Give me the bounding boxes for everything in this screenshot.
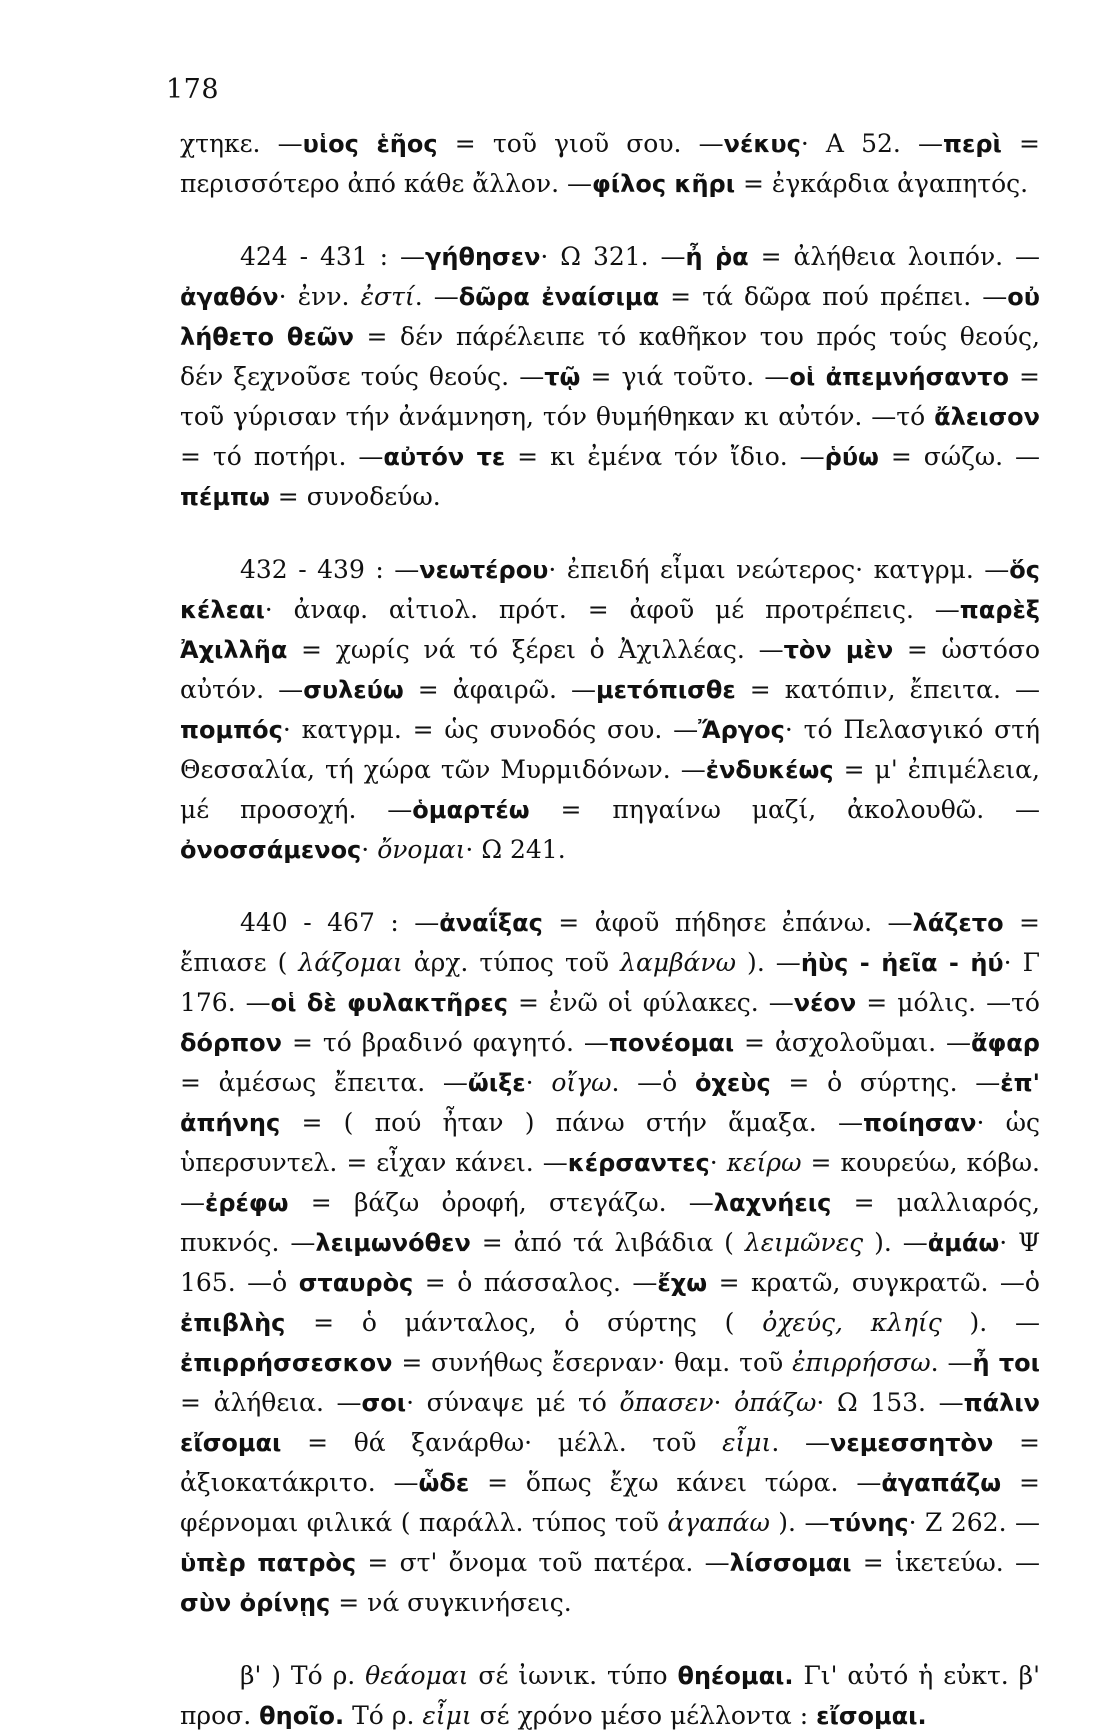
gloss-text: 424 - 431 : —	[240, 242, 426, 271]
lemma: λειμωνόθεν	[315, 1229, 471, 1257]
gloss-text: = θά ξανάρθω· μέλλ. τοῦ	[281, 1428, 723, 1457]
gloss-text: · Α 52. —	[800, 129, 944, 158]
italic-term: ἐπιρρήσσω	[792, 1348, 931, 1377]
gloss-text: = χωρίς νά τό ξέρει ὁ Ἀχιλλέας. —	[287, 635, 784, 664]
lemma: ἄλεισον	[934, 403, 1040, 431]
lemma: ὀχεὺς	[694, 1069, 771, 1097]
lemma: τῷ	[544, 363, 581, 391]
lemma: ἄφαρ	[971, 1029, 1040, 1057]
gloss-text: · Ζ 262. —	[908, 1508, 1040, 1537]
lemma: ὤιξε	[467, 1069, 526, 1097]
gloss-text: · ἀναφ. αἰτιολ. πρότ. = ἀφοῦ μέ προτρέπεις. —	[264, 595, 960, 624]
lemma: πονέομαι	[608, 1029, 735, 1057]
gloss-text: = ὅπως ἔχω κάνει τώρα. —	[469, 1468, 882, 1497]
gloss-text: · Ψ 165. —ὁ	[180, 1228, 1040, 1297]
lemma: Ἄργος	[698, 716, 785, 744]
gloss-text: β' ) Τό ρ.	[240, 1661, 366, 1690]
gloss-text: = σώζω. —	[878, 442, 1041, 471]
commentary-text	[180, 124, 1040, 1736]
gloss-text: = κατόπιν, ἔπειτα. —	[735, 675, 1040, 704]
italic-term: ἀγαπάω	[667, 1508, 770, 1537]
lemma: λαχνήεις	[713, 1189, 832, 1217]
italic-term: ἐστί	[360, 282, 415, 311]
paragraph	[180, 237, 1040, 517]
lemma: ὁμαρτέω	[412, 796, 530, 824]
gloss-text: = μ' ἐπιμέλεια, μέ προσοχή. —	[180, 755, 1040, 824]
lemma: γήθησεν	[425, 243, 541, 271]
lemma: ἐρέφω	[205, 1189, 289, 1217]
lemma: ἠὺς - ἠεῖα - ἠύ	[800, 949, 1004, 977]
lemma: ὀνοσσάμενος	[180, 836, 362, 864]
italic-term: θεάομαι	[365, 1661, 469, 1690]
gloss-text: = ( πού ἦταν ) πάνω στήν ἅμαξα. —	[280, 1108, 863, 1137]
gloss-text: = τό ποτήρι. —	[180, 442, 384, 471]
gloss-text: = πηγαίνω μαζί, ἀκολουθῶ. —	[529, 795, 1040, 824]
lemma: ἐπ' ἀπήνης	[180, 1069, 1040, 1137]
italic-term: κείρω	[726, 1148, 802, 1177]
lemma: οἱ δὲ φυλακτῆρες	[270, 989, 509, 1017]
lemma: μετόπισθε	[596, 676, 736, 704]
lemma: ἀγαπάζω	[881, 1469, 1002, 1497]
lemma: ἦ τοι	[972, 1349, 1040, 1377]
lemma: νέον	[793, 989, 857, 1017]
gloss-text: = ἀξιοκατάκριτο. —	[180, 1428, 1040, 1497]
paragraph	[180, 124, 1040, 204]
gloss-text: = μόλις. —τό	[856, 988, 1040, 1017]
lemma: εἴσομαι.	[816, 1702, 927, 1730]
lemma: ὑπὲρ πατρὸς	[180, 1549, 357, 1577]
lemma: ὅς κέλεαι	[180, 556, 1040, 624]
gloss-text: Γι' αὐτό ἡ εὐκτ. β' προσ.	[180, 1661, 1040, 1730]
gloss-text: = ἱκετεύω. —	[851, 1548, 1040, 1577]
gloss-text: = φέρνομαι φιλικά ( παράλλ. τύπος τοῦ	[180, 1468, 1040, 1537]
lemma: ἀγαθόν	[180, 283, 279, 311]
gloss-text: = ὁ σύρτης. —	[770, 1068, 1001, 1097]
gloss-text: = τό βραδινό φαγητό. —	[281, 1028, 609, 1057]
gloss-text: = κρατῶ, συγκρατῶ. —ὁ	[707, 1268, 1040, 1297]
gloss-text: . —	[930, 1348, 973, 1377]
gloss-text: = νά συγκινήσεις.	[330, 1588, 572, 1617]
italic-term: ὄπασεν	[619, 1388, 714, 1417]
lemma: ποίησαν	[863, 1109, 977, 1137]
italic-term: οἴγω	[551, 1068, 612, 1097]
lemma: πάλιν εἴσομαι	[180, 1389, 1040, 1457]
gloss-text: · ἐνν.	[278, 282, 361, 311]
lemma: υἱος ἑῆος	[302, 130, 438, 158]
gloss-text: ·	[525, 1068, 552, 1097]
gloss-text: = στ' ὄνομα τοῦ πατέρα. —	[356, 1548, 730, 1577]
gloss-text: = ἐγκάρδια ἀγαπητός.	[735, 169, 1029, 198]
lemma: νεωτέρου	[419, 556, 549, 584]
italic-term: εἶμι	[422, 1701, 472, 1730]
lemma: αὐτόν τε	[383, 443, 506, 471]
gloss-text: ). —	[941, 1308, 1040, 1337]
italic-term: ὄνομαι	[377, 835, 466, 864]
gloss-text: ·	[709, 1148, 727, 1177]
lemma: θηέομαι.	[677, 1662, 794, 1690]
lemma: ῥύω	[824, 443, 879, 471]
gloss-text: χτηκε. —	[180, 129, 303, 158]
italic-term: λειμῶνες	[744, 1228, 864, 1257]
lemma: πέμπω	[180, 483, 270, 511]
gloss-text: = βάζω ὀροφή, στεγάζω. —	[288, 1188, 714, 1217]
italic-term: εἶμι	[722, 1428, 772, 1457]
gloss-text: ·	[713, 1388, 735, 1417]
lemma: σὺν ὀρίνῃς	[180, 1589, 331, 1617]
lemma: φίλος κῆρι	[592, 170, 736, 198]
lemma: ἔχω	[657, 1269, 708, 1297]
italic-term: ὀπάζω	[734, 1388, 817, 1417]
gloss-text: = δέν πάρέλειπε τό καθῆκον του πρός τούς θεούς, δέν ξεχνοῦσε τούς θεούς. —	[180, 322, 1040, 391]
lemma: ὧδε	[418, 1469, 470, 1497]
gloss-text: = ἀσχολοῦμαι. —	[734, 1028, 972, 1057]
gloss-text: = συνήθως ἔσερναν· θαμ. τοῦ	[392, 1348, 793, 1377]
lemma: οἱ ἀπεμνήσαντο	[789, 363, 1009, 391]
gloss-text: = κι ἐμένα τόν ἴδιο. —	[505, 442, 825, 471]
gloss-text: = μαλλιαρός, πυκνός. —	[180, 1188, 1040, 1257]
lemma: δῶρα ἐναίσιμα	[458, 283, 660, 311]
gloss-text: = ἀλήθεια λοιπόν. —	[748, 242, 1041, 271]
gloss-text: . —	[771, 1428, 830, 1457]
lemma: συλεύω	[303, 676, 404, 704]
gloss-text: = ἀφοῦ πήδησε ἐπάνω. —	[542, 908, 913, 937]
lemma: ἐπιβλὴς	[180, 1309, 286, 1337]
lemma: δόρπον	[180, 1029, 282, 1057]
gloss-text: . —ὁ	[611, 1068, 695, 1097]
lemma: κέρσαντες	[567, 1149, 710, 1177]
gloss-text: = ἀπό τά λιβάδια (	[470, 1228, 745, 1257]
gloss-text: · σύναψε μέ τό	[406, 1388, 620, 1417]
gloss-text: = ὁ πάσσαλος. —	[413, 1268, 658, 1297]
lemma: πομπός	[180, 716, 283, 744]
gloss-text: · κατγρμ. = ὡς συνοδός σου. —	[282, 715, 699, 744]
gloss-text: = περισσότερο ἀπό κάθε ἄλλον. —	[180, 129, 1040, 198]
lemma: νέκυς	[723, 130, 801, 158]
gloss-text: 440 - 467 : —	[240, 908, 440, 937]
paragraph	[180, 1656, 1040, 1736]
gloss-text: = ὡστόσο αὐτόν. —	[180, 635, 1040, 704]
lemma: ἦ ῥα	[685, 243, 749, 271]
italic-term: ὀχεύς, κληίς	[762, 1308, 942, 1337]
gloss-text: ἀρχ. τύπος τοῦ	[402, 948, 621, 977]
gloss-text: = ἔπιασε (	[180, 908, 1041, 977]
paragraph	[180, 550, 1040, 870]
page-number: 178	[166, 74, 220, 105]
paragraph	[180, 903, 1040, 1623]
gloss-text: = ἀμέσως ἔπειτα. —	[180, 1068, 468, 1097]
gloss-text: Τό ρ.	[344, 1701, 423, 1730]
lemma: περὶ	[943, 130, 1002, 158]
gloss-text: = ὁ μάνταλος, ὁ σύρτης (	[285, 1308, 763, 1337]
lemma: θηοῖο.	[259, 1702, 345, 1730]
lemma: ἀμάω	[927, 1229, 1000, 1257]
gloss-text: · Ω 321. —	[540, 242, 686, 271]
italic-term: λαμβάνω	[620, 948, 737, 977]
gloss-text: · Γ 176. —	[180, 948, 1040, 1017]
gloss-text: · ὡς ὑπερσυντελ. = εἶχαν κάνει. —	[180, 1108, 1041, 1177]
lemma: λάζετο	[912, 909, 1004, 937]
gloss-text: . —	[414, 282, 459, 311]
gloss-text: σέ ἰωνικ. τύπο	[468, 1661, 678, 1690]
lemma: λίσσομαι	[729, 1549, 852, 1577]
gloss-text: = κουρεύω, κόβω. —	[180, 1148, 1040, 1217]
gloss-text: = γιά τοῦτο. —	[580, 362, 790, 391]
lemma: οὐ λήθετο θεῶν	[180, 283, 1040, 351]
gloss-text: = ἀλήθεια. —	[180, 1388, 362, 1417]
gloss-text: = ἐνῶ οἱ φύλακες. —	[508, 988, 794, 1017]
gloss-text: ). —	[736, 948, 801, 977]
gloss-text: = τοῦ γιοῦ σου. —	[437, 129, 724, 158]
gloss-text: · τό Πελασγικό στή Θεσσαλία, τή χώρα τῶν Μυρμιδόνων. —	[180, 715, 1040, 784]
gloss-text: σέ χρόνο μέσο μέλλοντα :	[471, 1701, 817, 1730]
gloss-text: 432 - 439 : —	[240, 555, 420, 584]
gloss-text: = τοῦ γύρισαν τήν ἀνάμνηση, τόν θυμήθηκαν κι αὐτόν. —τό	[180, 362, 1040, 431]
gloss-text: ). —	[769, 1508, 830, 1537]
lemma: ἀναΐξας	[439, 909, 543, 937]
gloss-text: = ἀφαιρῶ. —	[403, 675, 596, 704]
italic-term: λάζομαι	[298, 948, 403, 977]
gloss-text: · ἐπειδή εἶμαι νεώτερος· κατγρμ. —	[548, 555, 1010, 584]
lemma: ἐπιρρήσσεσκον	[180, 1349, 393, 1377]
gloss-text: · Ω 241.	[465, 835, 566, 864]
lemma: σοι	[361, 1389, 407, 1417]
lemma: τύνης	[829, 1509, 909, 1537]
lemma: σταυρὸς	[298, 1269, 414, 1297]
lemma: νεμεσσητὸν	[830, 1429, 994, 1457]
gloss-text: = τά δῶρα πού πρέπει. —	[659, 282, 1008, 311]
gloss-text: · Ω 153. —	[816, 1388, 964, 1417]
lemma: τὸν μὲν	[783, 636, 894, 664]
gloss-text: ). —	[863, 1228, 928, 1257]
lemma: ἐνδυκέως	[705, 756, 834, 784]
gloss-text: = συνοδεύω.	[269, 482, 441, 511]
lemma: παρὲξ Ἀχιλλῆα	[180, 596, 1040, 664]
gloss-text: ·	[361, 835, 378, 864]
